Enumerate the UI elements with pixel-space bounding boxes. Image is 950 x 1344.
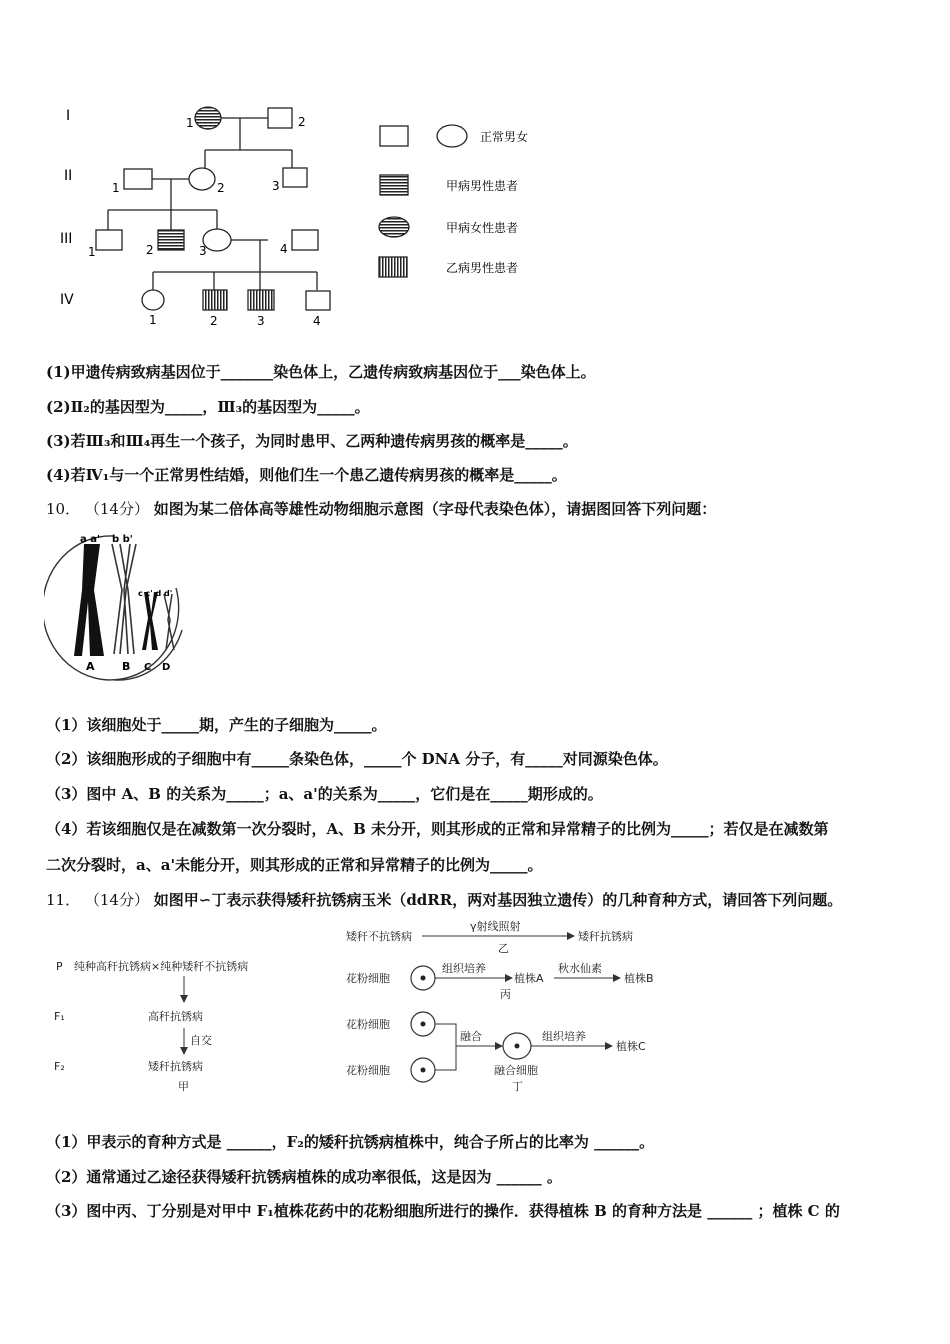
q10-stem: 如图为某二倍体高等雄性动物细胞示意图（字母代表染色体），请据图回答下列问题： (153, 500, 717, 518)
f2-label: F₂ (54, 1060, 65, 1073)
pedigree-male-normal (292, 230, 318, 250)
q10-item-4b: 二次分裂时，a、a'未能分开，则其形成的正常和异常精子的比例为_____。 (46, 856, 543, 874)
ding-label: 丁 (512, 1080, 523, 1093)
yi-label: 乙 (498, 942, 509, 955)
pedigree-male-normal (124, 169, 152, 189)
legend-yi-male-symbol (379, 257, 407, 277)
indiv-number: 4 (280, 242, 288, 256)
chromosome-label: A (86, 660, 95, 673)
tissue-culture-label: 组织培养 (442, 962, 486, 975)
colchicine-label: 秋水仙素 (558, 962, 602, 975)
q11-item-3: （3）图中丙、丁分别是对甲中 F₁植株花药中的花粉细胞所进行的操作．获得植株 B 的育种方法是 ______ ；植株 C 的 (46, 1202, 840, 1220)
p-label: P (56, 960, 63, 973)
pedigree-male-affected-yi (248, 290, 274, 310)
yi-method: γ射线照射 (470, 920, 521, 933)
p-cross-text: 纯种高秆抗锈病×纯种矮秆不抗锈病 (74, 960, 249, 973)
gen-label: III (60, 231, 73, 247)
q11-heading (46, 889, 842, 910)
cell-figure (44, 530, 186, 685)
chromosome-d (164, 594, 174, 650)
q10-item-2: （2）该细胞形成的子细胞中有_____条染色体，_____个 DNA 分子，有_____对同源染色体。 (46, 750, 668, 768)
indiv-number: 3 (199, 244, 207, 258)
yi-to: 矮秆抗锈病 (578, 930, 633, 943)
pedigree-female-normal (142, 290, 164, 310)
indiv-number: 2 (217, 181, 225, 195)
plant-a-label: 植株A (514, 972, 544, 985)
pedigree-male-normal (96, 230, 122, 250)
legend-normal-female-symbol (437, 125, 467, 147)
chromosome-b (112, 544, 136, 654)
q11-stem: 如图甲∽丁表示获得矮秆抗锈病玉米（ddRR，两对基因独立遗传）的几种育种方式，请回答下列问题。 (153, 891, 843, 909)
bing-label: 丙 (500, 988, 511, 1001)
pollen-cell-label: 花粉细胞 (346, 972, 390, 985)
q9-item-4: (4)若Ⅳ₁与一个正常男性结婚，则他们生一个患乙遗传病男孩的概率是_____。 (46, 466, 567, 484)
pedigree-figure (46, 98, 566, 333)
gen-label: IV (60, 292, 74, 308)
pedigree-female-normal (203, 229, 231, 251)
indiv-number: 1 (88, 245, 96, 259)
gen-label: II (64, 168, 73, 184)
q10-heading (46, 498, 716, 519)
q11-item-2: （2）通常通过乙途径获得矮秆抗锈病植株的成功率很低，这是因为 ______ 。 (46, 1168, 562, 1186)
chromatid-labels-cd: c c' d d' (138, 589, 173, 598)
indiv-number: 2 (298, 115, 306, 129)
pedigree-male-affected-jia (158, 230, 184, 250)
chromatid-labels-b: b b' (112, 534, 133, 545)
q9-item-2: (2)Ⅱ₂的基因型为_____，Ⅲ₃的基因型为_____。 (46, 398, 370, 416)
pedigree-female-affected-jia (195, 107, 221, 129)
breeding-diagram (46, 918, 676, 1098)
indiv-number: 1 (149, 313, 157, 327)
q10-item-3: （3）图中 A、B 的关系为_____；a、a'的关系为_____，它们是在_____期形成的。 (46, 785, 603, 803)
pedigree-male-normal (283, 168, 307, 187)
pedigree-male-normal (268, 108, 292, 128)
fusion-label: 融合 (460, 1030, 482, 1043)
plant-c-label: 植株C (616, 1040, 646, 1053)
indiv-number: 2 (146, 243, 154, 257)
f1-label: F₁ (54, 1010, 65, 1023)
q11-score: （14分） (84, 891, 149, 909)
chromosome-label: C (144, 662, 152, 673)
indiv-number: 1 (186, 116, 194, 130)
pollen-cell-label: 花粉细胞 (346, 1018, 390, 1031)
q11-item-1: （1）甲表示的育种方式是 ______，F₂的矮秆抗锈病植株中，纯合子所占的比率为 ______。 (46, 1133, 655, 1151)
q11-number: 11． (46, 891, 81, 909)
pedigree-male-affected-yi (203, 290, 227, 310)
yi-from: 矮秆不抗锈病 (346, 930, 412, 943)
pedigree-female-normal (189, 168, 215, 190)
q10-item-4a: （4）若该细胞仅是在减数第一次分裂时，A、B 未分开，则其形成的正常和异常精子的比例为_____；若仅是在减数第 (46, 820, 829, 838)
q9-item-3: (3)若Ⅲ₃和Ⅲ₄再生一个孩子，为同时患甲、乙两种遗传病男孩的概率是_____。 (46, 432, 578, 450)
q9-item-1: (1)甲遗传病致病基因位于_______染色体上，乙遗传病致病基因位于___染色体上。 (46, 363, 596, 381)
q10-number: 10． (46, 500, 81, 518)
legend-jia-male-symbol (380, 175, 408, 195)
f1-text: 高秆抗锈病 (148, 1010, 203, 1023)
q10-item-1: （1）该细胞处于_____期，产生的子细胞为_____。 (46, 716, 387, 734)
legend-jia-male-label: 甲病男性患者 (446, 179, 519, 193)
chromosome-label: B (122, 660, 131, 673)
pedigree-male-normal (306, 291, 330, 310)
gen-label: I (66, 108, 71, 124)
chromatid-labels-a: a a' (80, 534, 101, 545)
legend-normal-male-symbol (380, 126, 408, 146)
indiv-number: 4 (313, 314, 321, 328)
legend-jia-female-symbol (379, 217, 409, 237)
self-cross-label: 自交 (190, 1034, 212, 1047)
indiv-number: 3 (272, 179, 280, 193)
indiv-number: 2 (210, 314, 218, 328)
f2-text: 矮秆抗锈病 (148, 1060, 203, 1073)
tissue-culture-label: 组织培养 (542, 1030, 586, 1043)
indiv-number: 1 (112, 181, 120, 195)
legend-normal-label: 正常男女 (480, 130, 529, 144)
plant-b-label: 植株B (624, 972, 654, 985)
chromosome-label: D (162, 662, 171, 673)
indiv-number: 3 (257, 314, 265, 328)
jia-label: 甲 (178, 1080, 189, 1093)
pollen-cell-label: 花粉细胞 (346, 1064, 390, 1077)
legend-jia-female-label: 甲病女性患者 (446, 221, 519, 235)
legend-yi-male-label: 乙病男性患者 (446, 261, 519, 275)
fused-cell-label: 融合细胞 (494, 1064, 538, 1077)
q10-score: （14分） (84, 500, 149, 518)
